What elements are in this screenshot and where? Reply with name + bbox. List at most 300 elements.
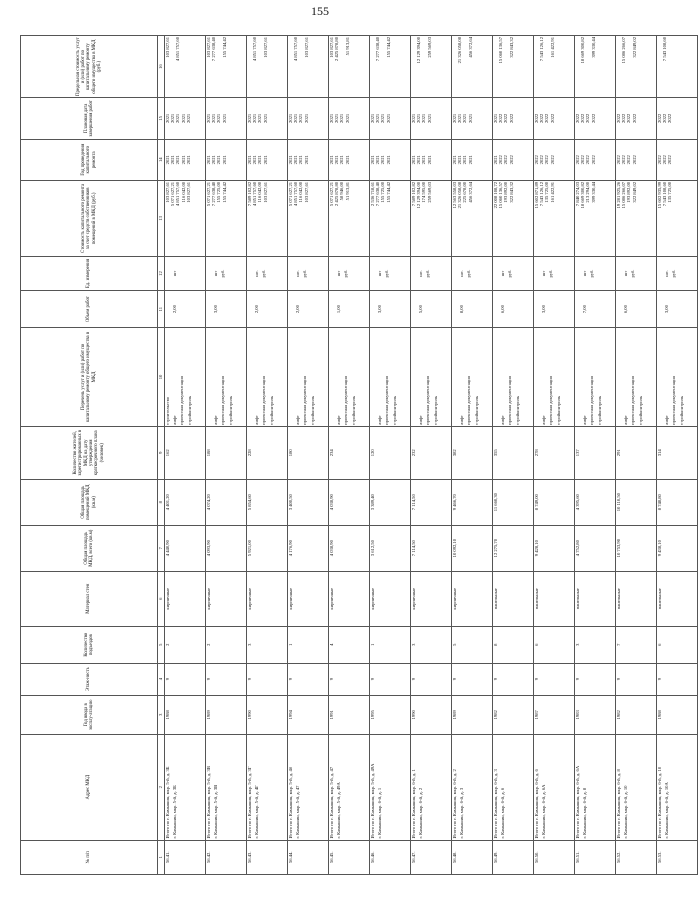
works-cell — [411, 328, 452, 427]
cost-cell — [575, 180, 616, 256]
unit-cell — [411, 256, 452, 290]
cell-line — [392, 292, 397, 326]
cell-line: 2021 — [298, 113, 304, 123]
cell-line: 2021 — [467, 155, 473, 165]
table-row — [288, 36, 329, 875]
premises-area-cell — [165, 479, 206, 525]
cell-line: руб. — [302, 269, 308, 278]
cell-line: 399 330,44 — [590, 181, 596, 203]
address-cell — [575, 734, 616, 840]
cell-text: 1989 — [452, 710, 457, 720]
cell-text: 7 114,50 — [411, 540, 416, 557]
cell-line: 193 892,00 — [626, 181, 632, 203]
cell-line: 2021 — [329, 155, 334, 165]
cell-line: стройконтроль — [309, 395, 315, 425]
cell-text: кирпичные — [452, 587, 457, 610]
unit-cell — [165, 256, 206, 290]
cost-cell — [370, 180, 411, 256]
cell-line: стройконтроль — [473, 395, 479, 425]
header-cell: Стоимость капитального ремонта за счет средств собственников помещений в МКД (руб.) — [21, 180, 158, 256]
cost-cell — [657, 180, 698, 256]
cell-line: лифт — [254, 415, 260, 425]
residents-cell — [206, 426, 247, 479]
unit-cell — [370, 256, 411, 290]
cell-line: 2022 — [662, 155, 668, 165]
completion-date-cell — [493, 98, 534, 139]
cell-line: проектная документация — [384, 376, 390, 425]
cell-line: стройконтроль — [555, 395, 561, 425]
cell-line: 2021 — [165, 155, 170, 165]
cell-line: г. Камышин, мкр. 6-й, д. 10 — [623, 785, 629, 839]
cell-line: 103 827,61 — [206, 37, 211, 58]
cell-line: лифт — [623, 415, 629, 425]
cell-line — [187, 258, 192, 289]
cell-line: 2021 — [303, 113, 309, 123]
table-row — [616, 36, 657, 875]
cell-line: 2022 — [631, 113, 637, 123]
cell-line: г. Камышин, мкр. 5-й, д. 3В — [213, 784, 219, 839]
cell-line: г. Камышин, мкр. 5-й, д. 3Б — [172, 785, 178, 839]
cell-line: 225 678,00 — [462, 181, 468, 203]
cell-line: 2021 — [247, 155, 252, 165]
floors-cell — [411, 663, 452, 695]
repair-year-cell — [493, 139, 534, 180]
wall-material-cell — [411, 571, 452, 626]
entrances-cell — [411, 626, 452, 663]
cell-text: 9 — [165, 678, 170, 681]
cell-line: 18 669 300,82 — [580, 37, 586, 64]
cell-text: панельные — [493, 588, 498, 610]
cell-line: 4 851 757,60 — [252, 181, 258, 207]
cell-line: 18 669 300,82 — [580, 181, 586, 209]
cell-text: 9 — [657, 678, 662, 681]
cell-line: 2022 — [575, 113, 580, 123]
volume-cell — [206, 291, 247, 328]
cell-line: 2022 — [498, 113, 504, 123]
cell-line: 2021 — [175, 155, 181, 165]
address-cell — [370, 734, 411, 840]
cell-line: 2022 — [498, 155, 504, 165]
cell-line: проектная документация — [302, 376, 308, 425]
table-row — [493, 36, 534, 875]
premises-area-cell — [247, 479, 288, 525]
cell-line: 7 543 108,60 — [662, 181, 668, 207]
cell-line: 3,00 — [664, 305, 670, 314]
cell-line: 2022 — [544, 155, 550, 165]
cell-line: 21 326 058,08 — [457, 37, 463, 64]
cell-line: 161 422,91 — [549, 181, 555, 203]
header-cell: Перечень услуг и (или) работ по капитальному ремонту общего имущества в МКД — [21, 328, 158, 427]
column-number-cell: 13 — [158, 180, 165, 256]
premises-area-cell — [288, 479, 329, 525]
column-number-cell: 14 — [158, 139, 165, 180]
total-area-cell — [411, 525, 452, 571]
cell-line: г. Камышин, мкр. 6-й, д. 2 — [418, 787, 424, 839]
cell-text: 4 440,90 — [165, 540, 170, 557]
cell-text: 56.44. — [288, 851, 293, 864]
cell-line: 4 851 757,60 — [252, 37, 258, 62]
volume-cell — [616, 291, 657, 328]
cell-line: 2021 — [416, 155, 422, 165]
residents-cell — [452, 426, 493, 479]
cell-line: 6,00 — [623, 305, 629, 314]
works-cell — [370, 328, 411, 427]
column-number-cell: 7 — [158, 525, 165, 571]
total-area-cell — [329, 525, 370, 571]
cell-line: руб. — [425, 269, 431, 278]
address-cell — [329, 734, 370, 840]
cell-line — [310, 258, 315, 289]
cell-line: 2,00 — [254, 305, 260, 314]
cell-line: 15 060 136,57 — [498, 181, 504, 209]
cell-line: стройконтроль — [637, 395, 643, 425]
cell-line: шт — [213, 270, 219, 277]
cell-line — [474, 292, 479, 326]
cell-text: 4 — [329, 643, 334, 646]
unit-cell — [616, 256, 657, 290]
cell-line: 2021 — [380, 113, 386, 123]
cell-line: 7 840 274,03 — [575, 181, 580, 207]
works-cell — [247, 328, 288, 427]
cell-line: Итого по г. Камышин, мкр. 6-й, д. 1 — [411, 769, 416, 839]
cell-line: 322 843,32 — [508, 181, 514, 203]
address-cell — [411, 734, 452, 840]
header-cell: Год ввода в эксплу-атацию — [21, 695, 158, 734]
cell-line — [310, 292, 315, 326]
floors-cell — [206, 663, 247, 695]
premises-area-cell — [493, 479, 534, 525]
total-area-cell — [657, 525, 698, 571]
works-cell — [329, 328, 370, 427]
cell-line: шт. — [254, 270, 260, 277]
limit-cost-cell — [616, 36, 657, 98]
header-cell: Материал стен — [21, 571, 158, 626]
cell-line: 2021 — [375, 113, 381, 123]
cell-line: 259 569,03 — [426, 37, 432, 58]
wall-material-cell — [616, 571, 657, 626]
column-number-cell: 8 — [158, 479, 165, 525]
cell-line: г. Камышин, мкр. 6-й, д. 6А — [541, 784, 547, 839]
cell-line: 2021 — [452, 155, 457, 165]
cell-text: 4 401,20 — [165, 494, 170, 511]
cell-line: 3,00 — [377, 305, 383, 314]
completion-date-cell — [288, 98, 329, 139]
cell-line: г. Камышин, мкр. 6-й, д. 6 — [500, 787, 506, 839]
cell-line: 7 277 638,40 — [375, 37, 381, 62]
page-number: 155 — [311, 4, 329, 18]
cell-line: 2021 — [165, 113, 170, 123]
table-row — [657, 36, 698, 875]
cell-line — [474, 258, 479, 289]
cell-line: 2022 — [503, 155, 509, 165]
cell-text: кирпичные — [206, 587, 211, 610]
cell-line: 2022 — [621, 155, 627, 165]
cell-line: 7 543 126,12 — [539, 181, 545, 207]
cell-text: 9 — [288, 678, 293, 681]
cost-cell — [493, 180, 534, 256]
cell-text: 1982 — [493, 710, 498, 720]
floors-cell — [493, 663, 534, 695]
cell-line: 2021 — [385, 113, 391, 123]
floors-cell — [452, 663, 493, 695]
cell-line: стройконтроль — [350, 395, 356, 425]
cell-line: 2022 — [631, 155, 637, 165]
cell-line — [597, 292, 602, 326]
entrances-cell — [370, 626, 411, 663]
cell-line: 2022 — [657, 113, 662, 123]
works-cell — [165, 328, 206, 427]
column-number-cell: 16 — [158, 36, 165, 98]
cell-text: 278 — [534, 449, 539, 457]
header-cell: Общая площадь помещений МКД (кв.м) — [21, 479, 158, 525]
year-cell — [288, 695, 329, 734]
wall-material-cell — [288, 571, 329, 626]
cell-line: руб. — [261, 269, 267, 278]
completion-date-cell — [575, 98, 616, 139]
cell-line: 155 725,00 — [216, 181, 222, 203]
cell-line: руб. — [220, 269, 226, 278]
volume-cell — [370, 291, 411, 328]
cell-line: шт — [623, 270, 629, 277]
cell-line: 2022 — [662, 113, 668, 123]
cell-line: Итого по г. Камышин, мкр. 5-й, д. 3Г — [247, 766, 252, 839]
cell-line: 2021 — [211, 155, 217, 165]
cell-line: 2021 — [293, 155, 299, 165]
cell-text: 8 — [493, 643, 498, 646]
cell-text: 3 — [411, 643, 416, 646]
cell-text: 137 — [575, 449, 580, 457]
cell-line: 1,00 — [336, 305, 342, 314]
cell-text: 56.45. — [329, 851, 334, 864]
cell-line: 51 913,81 — [344, 37, 350, 56]
wall-material-cell — [165, 571, 206, 626]
cell-line: проектная документация — [220, 376, 226, 425]
cell-line: 2021 — [247, 113, 252, 123]
cell-line: 161 422,91 — [549, 37, 555, 58]
total-area-cell — [165, 525, 206, 571]
column-number-row — [158, 36, 165, 875]
cell-line: 2021 — [344, 155, 350, 165]
cell-text: панельные — [534, 588, 539, 610]
cell-line: 2021 — [221, 155, 227, 165]
residents-cell — [493, 426, 534, 479]
volume-cell — [493, 291, 534, 328]
header-cell: Количество жителей, зарегистрированных в МКД на дату утверждения краткосрочного плана (человек) — [21, 426, 158, 479]
floors-cell — [247, 663, 288, 695]
table-row — [411, 36, 452, 875]
column-number-cell: 3 — [158, 695, 165, 734]
total-area-cell — [370, 525, 411, 571]
premises-area-cell — [452, 479, 493, 525]
cell-line: 2021 — [262, 113, 268, 123]
table-row — [370, 36, 411, 875]
residents-cell — [288, 426, 329, 479]
limit-cost-cell — [247, 36, 288, 98]
cell-line: 2021 — [375, 155, 381, 165]
floors-cell — [657, 663, 698, 695]
cell-line: 2021 — [370, 113, 375, 123]
cell-text: 8 749,00 — [534, 494, 539, 511]
column-number-cell: 15 — [158, 98, 165, 139]
column-number-cell: 11 — [158, 291, 165, 328]
premises-area-cell — [411, 479, 452, 525]
table-row — [452, 36, 493, 875]
cell-line: 2021 — [180, 155, 186, 165]
cell-line — [433, 292, 438, 326]
cell-text: 11 660,30 — [493, 493, 498, 512]
cell-text: 1988 — [657, 710, 662, 720]
cell-line: руб. — [466, 269, 472, 278]
cell-line: 2022 — [508, 155, 514, 165]
year-cell — [616, 695, 657, 734]
cell-line: 2021 — [216, 113, 222, 123]
cell-line: 155 744,42 — [385, 37, 391, 58]
cell-line: лифт — [664, 415, 670, 425]
cell-text: 9 — [329, 678, 334, 681]
cell-line: лифт — [500, 415, 506, 425]
cell-line: шт — [172, 270, 178, 277]
cell-line: 2021 — [385, 155, 391, 165]
cell-line: Итого по г. Камышин, мкр. 6-й, д. 2 — [452, 769, 457, 839]
year-cell — [534, 695, 575, 734]
cell-line: 15 086 266,07 — [621, 37, 627, 64]
cell-text: 4 752,80 — [575, 540, 580, 557]
limit-cost-cell — [329, 36, 370, 98]
repair-year-cell — [288, 139, 329, 180]
cell-text: 1988 — [165, 710, 170, 720]
premises-area-cell — [534, 479, 575, 525]
cell-line: 2021 — [334, 155, 340, 165]
cell-text: 56.42. — [206, 851, 211, 864]
cell-line — [597, 258, 602, 289]
cell-line — [269, 292, 274, 326]
cell-line: 15 086 266,07 — [621, 181, 627, 209]
cell-line: шт. — [418, 270, 424, 277]
works-cell — [657, 328, 698, 427]
cell-text: 8 748,80 — [657, 494, 662, 511]
cell-line: 7 543 126,12 — [539, 37, 545, 62]
cell-line: 2022 — [539, 113, 545, 123]
cell-line: 2021 — [493, 113, 498, 123]
cell-text: кирпичные — [370, 587, 375, 610]
cost-cell — [411, 180, 452, 256]
cell-line: 7 277 638,40 — [211, 181, 217, 207]
cell-text: 9 466,70 — [452, 494, 457, 511]
unit-cell — [534, 256, 575, 290]
year-cell — [370, 695, 411, 734]
cell-text: 2 — [206, 643, 211, 646]
cell-line: стройконтроль — [268, 395, 274, 425]
premises-area-cell — [657, 479, 698, 525]
cell-text: кирпичные — [329, 587, 334, 610]
header-cell: Плановая дата завершения работ — [21, 98, 158, 139]
cell-line: 2021 — [175, 113, 181, 123]
residents-cell — [534, 426, 575, 479]
cost-cell — [165, 180, 206, 256]
cell-line: проектная документация — [261, 376, 267, 425]
cell-line — [679, 292, 684, 326]
repair-year-cell — [329, 139, 370, 180]
cell-text: 56.50. — [534, 851, 539, 864]
cell-line: шт. — [295, 270, 301, 277]
cell-line: 2022 — [590, 113, 596, 123]
premises-area-cell — [206, 479, 247, 525]
cost-cell — [288, 180, 329, 256]
cell-line: 5 071 627,21 — [206, 181, 211, 207]
cell-text: 56.48. — [452, 851, 457, 864]
address-cell — [165, 734, 206, 840]
cell-text: 56.52. — [616, 851, 621, 864]
cell-line: 2021 — [452, 113, 457, 123]
unit-cell — [206, 256, 247, 290]
cell-line: 116 042,00 — [180, 181, 186, 203]
cell-line: 8,00 — [459, 305, 465, 314]
entrances-cell — [493, 626, 534, 663]
cell-line: 2022 — [575, 155, 580, 165]
table-row — [206, 36, 247, 875]
volume-cell — [329, 291, 370, 328]
entrances-cell — [616, 626, 657, 663]
cell-line: 2,00 — [295, 305, 301, 314]
limit-cost-cell — [206, 36, 247, 98]
cell-line: проектная документация — [343, 376, 349, 425]
limit-cost-cell — [288, 36, 329, 98]
year-cell — [452, 695, 493, 734]
column-number-cell: 6 — [158, 571, 165, 626]
cell-text: 4 093,90 — [206, 540, 211, 557]
entrances-cell — [206, 626, 247, 663]
rotated-table-container — [20, 35, 684, 875]
address-cell — [493, 734, 534, 840]
premises-area-cell — [329, 479, 370, 525]
cell-line: 2022 — [626, 155, 632, 165]
entrances-cell — [452, 626, 493, 663]
cell-line: проектная документация — [630, 376, 636, 425]
cell-line: шт. — [459, 270, 465, 277]
cell-line: 2021 — [421, 113, 427, 123]
cell-line: стройконтроль — [596, 395, 602, 425]
cell-text: 9 — [493, 678, 498, 681]
cell-line: 399 330,44 — [590, 37, 596, 58]
header-cell: № п/п — [21, 840, 158, 874]
cell-text: 9 — [411, 678, 416, 681]
residents-cell — [165, 426, 206, 479]
cell-line: 2021 — [339, 155, 345, 165]
cell-line: 15 602 935,99 — [657, 181, 662, 209]
cell-line: г. Камышин, мкр. 6-й, д. 1 — [377, 787, 383, 839]
cell-line: руб. — [589, 269, 595, 278]
repair-year-cell — [247, 139, 288, 180]
repair-year-cell — [165, 139, 206, 180]
cell-line: проектная документация — [507, 376, 513, 425]
floors-cell — [534, 663, 575, 695]
cell-line: Итого по г. Камышин, мкр. 6-й, д. 10 — [657, 766, 662, 839]
cell-line: 2 425 878,80 — [334, 37, 340, 62]
cell-line: 2022 — [549, 113, 555, 123]
cell-line: 21 326 058,08 — [457, 181, 463, 209]
cell-line: 456 372,64 — [467, 181, 473, 203]
cell-line: 213 294,00 — [585, 181, 591, 203]
cell-text: панельные — [616, 588, 621, 610]
cell-line: 5,00 — [418, 305, 424, 314]
premises-area-cell — [575, 479, 616, 525]
cell-line: 2021 — [426, 155, 432, 165]
entrances-cell — [247, 626, 288, 663]
cell-text: 6 — [534, 643, 539, 646]
limit-cost-cell — [534, 36, 575, 98]
cell-text: 1990 — [411, 710, 416, 720]
cell-line: 2021 — [298, 155, 304, 165]
